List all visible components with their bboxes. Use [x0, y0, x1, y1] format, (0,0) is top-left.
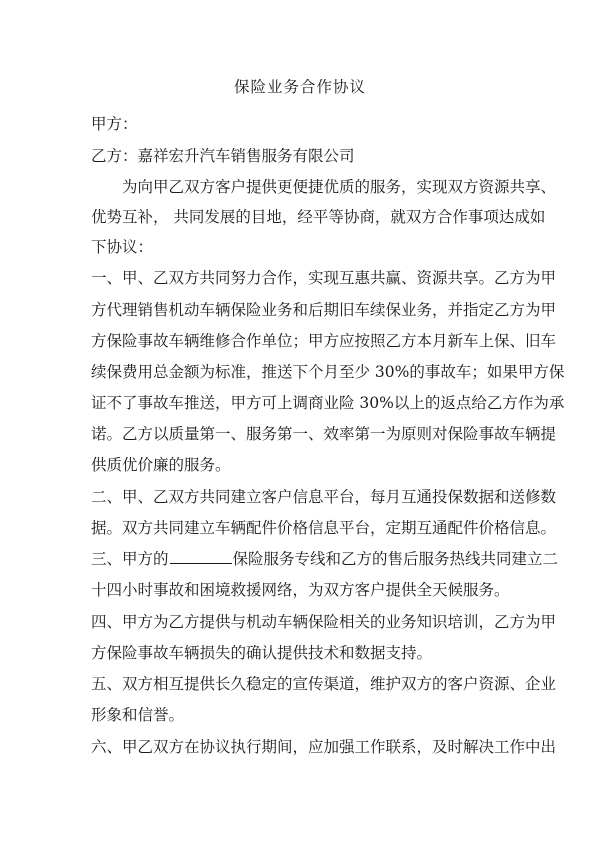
- intro-line: 优势互补， 共同发展的目地，经平等协商，就双方合作事项达成如: [91, 208, 546, 226]
- clause-1-line: 诺。乙方以质量第一、服务第一、效率第一为原则对保险事故车辆提: [91, 425, 557, 443]
- clause-3-line: 十四小时事故和困境救援网络，为双方客户提供全天候服务。: [91, 581, 510, 599]
- clause-1-line: 方保险事故车辆维修合作单位；甲方应按照乙方本月新车上保、旧车: [91, 332, 557, 350]
- clause-3-suffix: 保险服务专线和乙方的售后服务热线共同建立二: [232, 550, 559, 568]
- clause-2-line: 据。双方共同建立车辆配件价格信息平台，定期互通配件价格信息。: [91, 519, 557, 537]
- clause-4-line: 方保险事故车辆损失的确认提供技术和数据支持。: [91, 644, 433, 662]
- clause-1-line: 续保费用总金额为标准，推送下个月至少 30%的事故车；如果甲方保: [91, 363, 565, 381]
- clause-1-line: 供质优价廉的服务。: [91, 456, 231, 474]
- clause-1-line: 一、甲、乙双方共同努力合作，实现互惠共赢、资源共享。乙方为甲: [91, 269, 557, 287]
- party-a-line: 甲方：: [91, 115, 138, 133]
- party-b-line: 乙方：嘉祥宏升汽车销售服务有限公司: [91, 147, 355, 165]
- clause-2-line: 二、甲、乙双方共同建立客户信息平台，每月互通投保数据和送修数: [91, 488, 557, 506]
- fill-in-blank[interactable]: [170, 548, 232, 564]
- clause-3-line: [91, 548, 558, 570]
- clause-4-line: 四、甲方为乙方提供与机动车辆保险相关的业务知识培训，乙方为甲: [91, 613, 557, 631]
- clause-5-line: 五、双方相互提供长久稳定的宣传渠道，维护双方的客户资源、企业: [91, 675, 557, 693]
- clause-3-prefix: 三、甲方的: [91, 550, 169, 568]
- clause-1-line: 方代理销售机动车辆保险业务和后期旧车续保业务，并指定乙方为甲: [91, 301, 557, 319]
- clause-1-line: 证不了事故车推送，甲方可上调商业险 30%以上的返点给乙方作为承: [91, 394, 565, 412]
- clause-5-line: 形象和信誉。: [91, 706, 185, 724]
- clause-6-line: 六、甲乙双方在协议执行期间，应加强工作联系，及时解决工作中出: [91, 738, 557, 756]
- document-title: 保险业务合作协议: [233, 78, 366, 96]
- intro-line: 下协议：: [91, 238, 154, 256]
- intro-line: 为向甲乙双方客户提供更便捷优质的服务，实现双方资源共享、: [91, 178, 557, 196]
